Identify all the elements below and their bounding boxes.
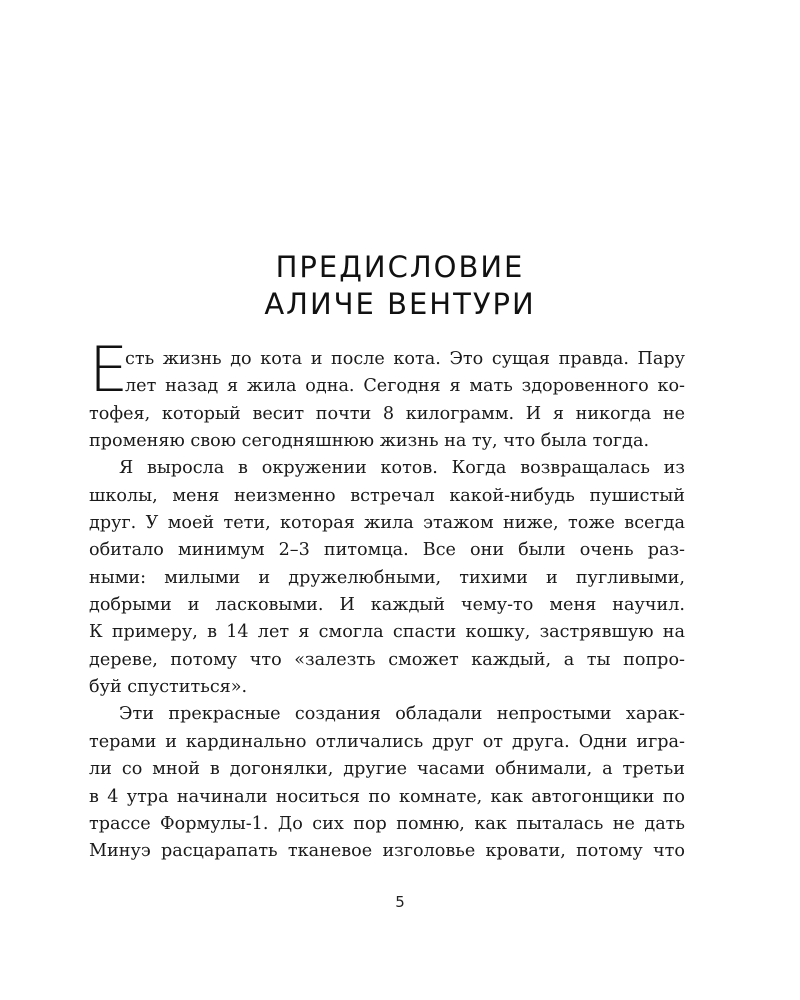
text-line: трассе Формулы-1. До сих пор помню, как пыталась не дать — [89, 813, 685, 834]
text-line: добрыми и ласковыми. И каждый чему-то меня научил. — [89, 595, 685, 616]
text-line: К примеру, в 14 лет я смогла спасти кошку, застрявшую на — [89, 622, 685, 643]
text-line: Эти прекрасные создания обладали непростыми харак- — [119, 704, 685, 725]
text-line: друг. У моей тети, которая жила этажом ниже, тоже всегда — [89, 513, 685, 534]
text-line: терами и кардинально отличались друг от друга. Одни игра- — [89, 731, 685, 752]
body-text — [89, 333, 685, 866]
text-line: буй спуститься». — [89, 677, 248, 698]
text-line: ли со мной в догонялки, другие часами обнимали, а третьи — [89, 759, 685, 780]
text-line: Минуэ расцарапать тканевое изголовье кровати, потому что — [89, 841, 685, 862]
text-line: Я выросла в окружении котов. Когда возвращалась из — [119, 458, 685, 479]
chapter-author: АЛИЧЕ ВЕНТУРИ — [264, 287, 536, 321]
drop-cap: Е — [89, 333, 129, 406]
text-line: сть жизнь до кота и после кота. Это сущая правда. Пару — [125, 349, 685, 369]
text-line: ными: милыми и дружелюбными, тихими и пугливыми, — [89, 567, 685, 588]
text-line: лет назад я жила одна. Сегодня я мать здоровенного ко- — [125, 376, 685, 397]
text-line: в 4 утра начинали носиться по комнате, как автогонщики по — [89, 786, 685, 807]
text-line: школы, меня неизменно встречал какой-нибудь пушистый — [89, 485, 685, 506]
page-number: 5 — [395, 893, 405, 911]
text-line: обитало минимум 2–3 питомца. Все они были очень раз- — [89, 540, 685, 561]
text-line: тофея, который весит почти 8 килограмм. И я никогда не — [89, 403, 685, 424]
text-line: променяю свою сегодняшнюю жизнь на ту, что была тогда. — [89, 431, 650, 452]
chapter-title: ПРЕДИСЛОВИЕ — [275, 250, 525, 284]
text-line: дереве, потому что «залезть сможет каждый, а ты попро- — [89, 649, 685, 670]
